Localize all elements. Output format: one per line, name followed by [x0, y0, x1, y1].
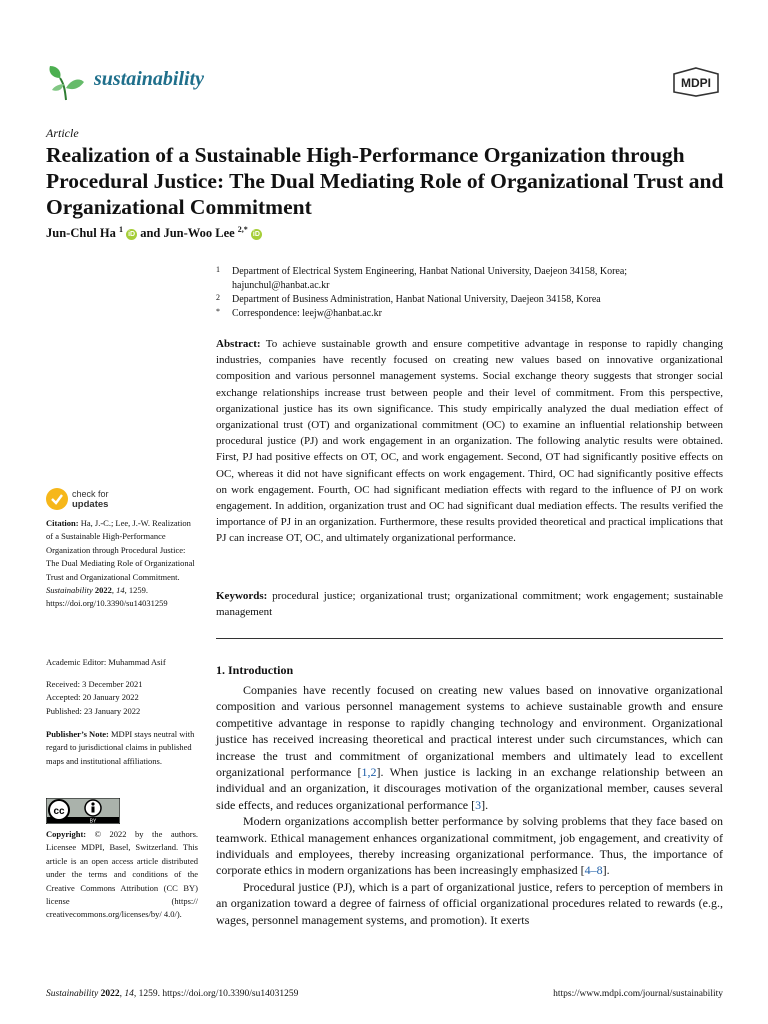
orcid-icon[interactable]: iD: [252, 231, 260, 239]
mdpi-logo-icon[interactable]: [668, 66, 724, 98]
journal-name[interactable]: sustainability: [94, 68, 205, 90]
copyright-label: Copyright:: [46, 829, 87, 839]
citation-link[interactable]: 4–8: [584, 863, 603, 878]
article-type: Article: [46, 126, 79, 140]
check-for-updates-button[interactable]: [46, 488, 146, 514]
paragraph-text: Modern organizations accomplish better performance by solving problems that they face based on teamwork. Ethical management enhances organizational commitment, job engagement, and creativity of individuals and employees, thereby increasing organizational performance. Thus, the importance of corporate ethics in modern organizations has been increasingly emphasized [: [216, 814, 723, 878]
check-updates-label: check for: [72, 489, 109, 499]
abstract-text: To achieve sustainable growth and ensure competitive advantage in response to rapidly changing industries, companies have recently focused on creating new values based on innovative organizational composition and various personnel management systems. Social exchange theory suggests that stronger social exchange relationships increase trust between people and their level of commitment. From this perspective, organizational justice has its own significance. This study empirically analyzed the dual mediation effect of organizational trust (OT) and organizational commitment (OC) to examine an influential relationship between procedural justice (PJ) and work engagement in an organization. The following analytic results were obtained. First, PJ had positive effects on OT, OC, and work engagement. Second, OT had significantly positive effects on OC, whereas it did not have significant effects on work engagement. Third, OC had significantly positive effects on work engagement. Fourth, OC had significant mediation effects with regard to the influence of PJ on work engagement. In addition, organization trust and OC had significant dual mediation effects. The results verified the importance of PJ in an organization. Furthermore, these results provided theoretical and practical implications that PJ can increase OT, OC, and ultimately organizational performance.: [216, 338, 723, 545]
paragraph-text: Companies have recently focused on creating new values based on innovative organizational composition and various personnel management systems to achieve sustainable growth and ensure competitive advantage in response to rapidly changing technology and environment. Organizational justice has received increasing theoretical and practical interest under such circumstances, which can increase the trust and commitment of organizational members and ultimately lead to excellent organizational performance [: [216, 683, 723, 780]
dates-block: [46, 678, 198, 718]
citation-text: Ha, J.-C.; Lee, J.-W. Realization of a Sustainable High-Performance Organization through Procedural Justice: The Dual Mediating Role of Organizational Trust and Organizational Commitment.: [46, 518, 195, 582]
affiliations: [216, 265, 726, 321]
accepted-date: Accepted: 20 January 2022: [46, 692, 139, 703]
orcid-icon[interactable]: iD: [128, 231, 136, 239]
footer-year: 2022: [100, 989, 120, 999]
footer-journal: Sustainability: [46, 989, 99, 999]
citation-doi[interactable]: 1259. https://doi.org/10.3390/su14031259: [46, 585, 168, 609]
author-name[interactable]: Jun-Woo Lee: [163, 226, 235, 241]
author-list: [46, 225, 262, 241]
abstract: [216, 336, 723, 547]
citation-label: Citation:: [46, 518, 79, 528]
affiliation-marker: 1: [216, 265, 220, 274]
author-affil-sup: 1: [118, 225, 123, 234]
copyright-block: [46, 828, 198, 922]
footer-journal-url[interactable]: https://www.mdpi.com/journal/sustainability: [553, 989, 723, 999]
section-body: [216, 682, 723, 928]
affiliation-text: Correspondence: leejw@hanbat.ac.kr: [232, 308, 382, 319]
body-paragraph: [216, 682, 723, 813]
paragraph-text: ].: [602, 863, 610, 878]
keywords-text: procedural justice; organizational trust; organizational commitment; work engagement; sustainable management: [216, 590, 724, 619]
section-divider: [216, 638, 723, 639]
cc-by-license-icon[interactable]: [46, 798, 120, 824]
published-date: Published: 23 January 2022: [46, 705, 141, 716]
author-affil-sup: 2,*: [237, 225, 248, 234]
article-title: Realization of a Sustainable High-Performance Organization through Procedural Justice: The Dual Mediating Role of Organizational Trust and Organizational Commitment: [46, 143, 724, 219]
affiliation-item: [216, 293, 726, 307]
keywords-label: Keywords:: [216, 590, 268, 602]
citation-link[interactable]: 1,2: [361, 765, 377, 780]
body-paragraph: [216, 879, 723, 928]
body-paragraph: [216, 813, 723, 879]
footer-citation: Sustainability 2022, 14, 1259. https://doi.org/10.3390/su14031259: [46, 989, 299, 999]
author-name[interactable]: Jun-Chul Ha: [46, 226, 116, 241]
publisher-note-label: Publisher’s Note:: [46, 729, 109, 739]
authors-connector: and: [140, 226, 161, 241]
citation-journal: Sustainability: [46, 585, 93, 596]
cc-by-text: BY: [89, 818, 97, 824]
svg-text:cc: cc: [53, 806, 65, 817]
check-updates-icon: [46, 488, 68, 510]
footer-doi[interactable]: 1259. https://doi.org/10.3390/su14031259: [138, 989, 299, 999]
keywords: [216, 588, 723, 620]
check-updates-label: updates: [72, 499, 109, 510]
copyright-text: © 2022 by the authors. Licensee MDPI, Basel, Switzerland. This article is an open access article distributed under the terms and conditions of the Creative Commons Attribution (CC BY) license (https:// creativecommons.org/licenses/by/ 4.0/).: [46, 829, 199, 920]
paragraph-text: ]. When justice is lacking in an exchange relationship between an individual and an organization, it discourages motivation of the organizational member, causes several side effects, and reduces organizational performance [: [216, 765, 723, 812]
journal-leaf-logo-icon: [46, 62, 86, 102]
citation-link[interactable]: 3: [475, 797, 482, 812]
affiliation-item: [216, 265, 726, 293]
affiliation-marker: *: [216, 307, 220, 316]
academic-editor: Academic Editor: Muhammad Asif: [46, 657, 166, 667]
citation-volume: 14: [116, 585, 125, 596]
publisher-note: [46, 728, 198, 768]
citation-year: 2022: [94, 585, 112, 596]
paragraph-text: Procedural justice (PJ), which is a part of organizational justice, refers to perception of members in an organization toward a degree of fairness of official organizational procedures related to rewards (e.g., wages, personnel management systems, and promotion). It exerts: [216, 879, 723, 927]
paragraph-text: ].: [481, 797, 489, 812]
affiliation-item: [216, 307, 726, 321]
publisher-note-text: MDPI stays neutral with regard to jurisdictional claims in published maps and institutional affiliations.: [46, 729, 195, 766]
abstract-label: Abstract:: [216, 338, 261, 350]
affiliation-text: Department of Business Administration, Hanbat National University, Daejeon 34158, Korea: [232, 294, 601, 305]
affiliation-marker: 2: [216, 293, 220, 302]
affiliation-text: Department of Electrical System Engineering, Hanbat National University, Daejeon 34158, Korea; hajunchul@hanbat.ac.kr: [232, 266, 628, 291]
citation-block: Citation: Ha, J.-C.; Lee, J.-W. Realization of a Sustainable High-Performance Organization through Procedural Justice: The Dual Mediating Role of Organizational Trust and Organizational Commitment. Sustainability 2022, 14, 1259. https://doi.org/10.3390/su14031259: [46, 518, 195, 609]
section-title: 1. Introduction: [216, 663, 294, 677]
footer-volume: 14: [124, 989, 134, 999]
mdpi-logo-text: MDPI: [681, 76, 711, 90]
received-date: Received: 3 December 2021: [46, 679, 143, 689]
journal-header: [46, 62, 726, 102]
